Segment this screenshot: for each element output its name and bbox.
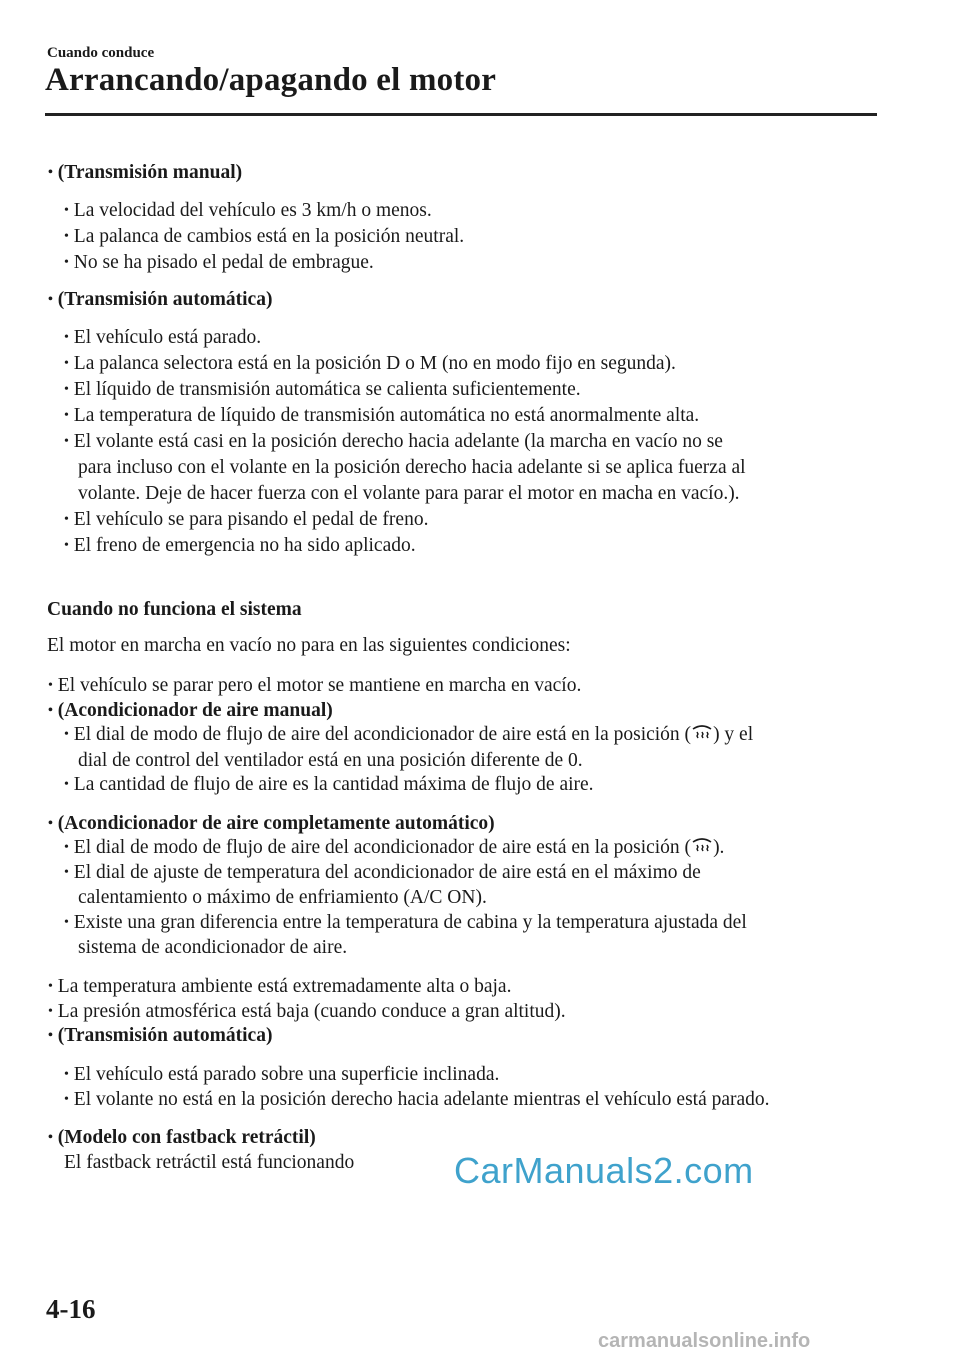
list-item: • La palanca de cambios está en la posición neutral.	[64, 226, 465, 247]
list-item: • La velocidad del vehículo es 3 km/h o menos.	[64, 200, 432, 221]
page-number: 4-16	[46, 1294, 96, 1324]
automatic-transmission-heading: • (Transmisión automática)	[48, 289, 273, 310]
section-label: Cuando conduce	[47, 45, 155, 61]
fastback-text: El fastback retráctil está funcionando	[64, 1152, 355, 1173]
page-title: Arrancando/apagando el motor	[45, 62, 497, 98]
list-item: • El dial de modo de flujo de aire del acondicionador de aire está en la posición ( ) y el	[64, 724, 754, 745]
list-item-continuation: sistema de acondicionador de aire.	[78, 937, 348, 958]
list-item: • El vehículo está parado sobre una superficie inclinada.	[64, 1064, 500, 1085]
list-item: • El freno de emergencia no ha sido aplicado.	[64, 535, 416, 556]
list-item-continuation: para incluso con el volante en la posición derecho hacia adelante si se aplica fuerza al	[78, 457, 746, 478]
manual-ac-heading: • (Acondicionador de aire manual)	[48, 700, 333, 721]
windshield-defroster-icon	[691, 837, 713, 855]
list-item: • El volante está casi en la posición derecho hacia adelante (la marcha en vacío no se	[64, 431, 723, 452]
watermark: CarManuals2.com	[454, 1150, 754, 1191]
no-function-heading: Cuando no funciona el sistema	[47, 599, 302, 620]
list-item-continuation: volante. Deje de hacer fuerza con el volante para parar el motor en macha en vacío.).	[78, 483, 740, 504]
list-item: • La presión atmosférica está baja (cuando conduce a gran altitud).	[48, 1001, 566, 1022]
auto-ac-heading: • (Acondicionador de aire completamente automático)	[48, 813, 495, 834]
list-item: • La temperatura de líquido de transmisión automática no está anormalmente alta.	[64, 405, 700, 426]
list-item: • La palanca selectora está en la posición D o M (no en modo fijo en segunda).	[64, 353, 676, 374]
list-item: • El dial de modo de flujo de aire del acondicionador de aire está en la posición ( ).	[64, 837, 725, 858]
manual-transmission-heading: • (Transmisión manual)	[48, 162, 243, 183]
list-item: • El vehículo está parado.	[64, 327, 262, 348]
list-item-continuation: calentamiento o máximo de enfriamiento (A/C ON).	[78, 887, 487, 908]
list-item: • El dial de ajuste de temperatura del acondicionador de aire está en el máximo de	[64, 862, 701, 883]
title-divider	[45, 113, 877, 116]
no-function-intro: El motor en marcha en vacío no para en las siguientes condiciones:	[47, 635, 571, 656]
list-item: • Existe una gran diferencia entre la temperatura de cabina y la temperatura ajustada del	[64, 912, 747, 933]
list-item: • El vehículo se para pisando el pedal de freno.	[64, 509, 429, 530]
list-item: • El volante no está en la posición derecho hacia adelante mientras el vehículo está parado.	[64, 1089, 770, 1110]
list-item: • La temperatura ambiente está extremadamente alta o baja.	[48, 976, 512, 997]
list-item: • No se ha pisado el pedal de embrague.	[64, 252, 374, 273]
windshield-defroster-icon	[691, 724, 713, 742]
list-item: • El vehículo se parar pero el motor se mantiene en marcha en vacío.	[48, 675, 582, 696]
list-item: • La cantidad de flujo de aire es la cantidad máxima de flujo de aire.	[64, 774, 594, 795]
fastback-heading: • (Modelo con fastback retráctil)	[48, 1127, 316, 1148]
automatic-transmission-heading-2: • (Transmisión automática)	[48, 1025, 273, 1046]
list-item: • El líquido de transmisión automática se calienta suficientemente.	[64, 379, 581, 400]
watermark-site: carmanualsonline.info	[598, 1330, 811, 1352]
list-item-continuation: dial de control del ventilador está en una posición diferente de 0.	[78, 750, 583, 771]
